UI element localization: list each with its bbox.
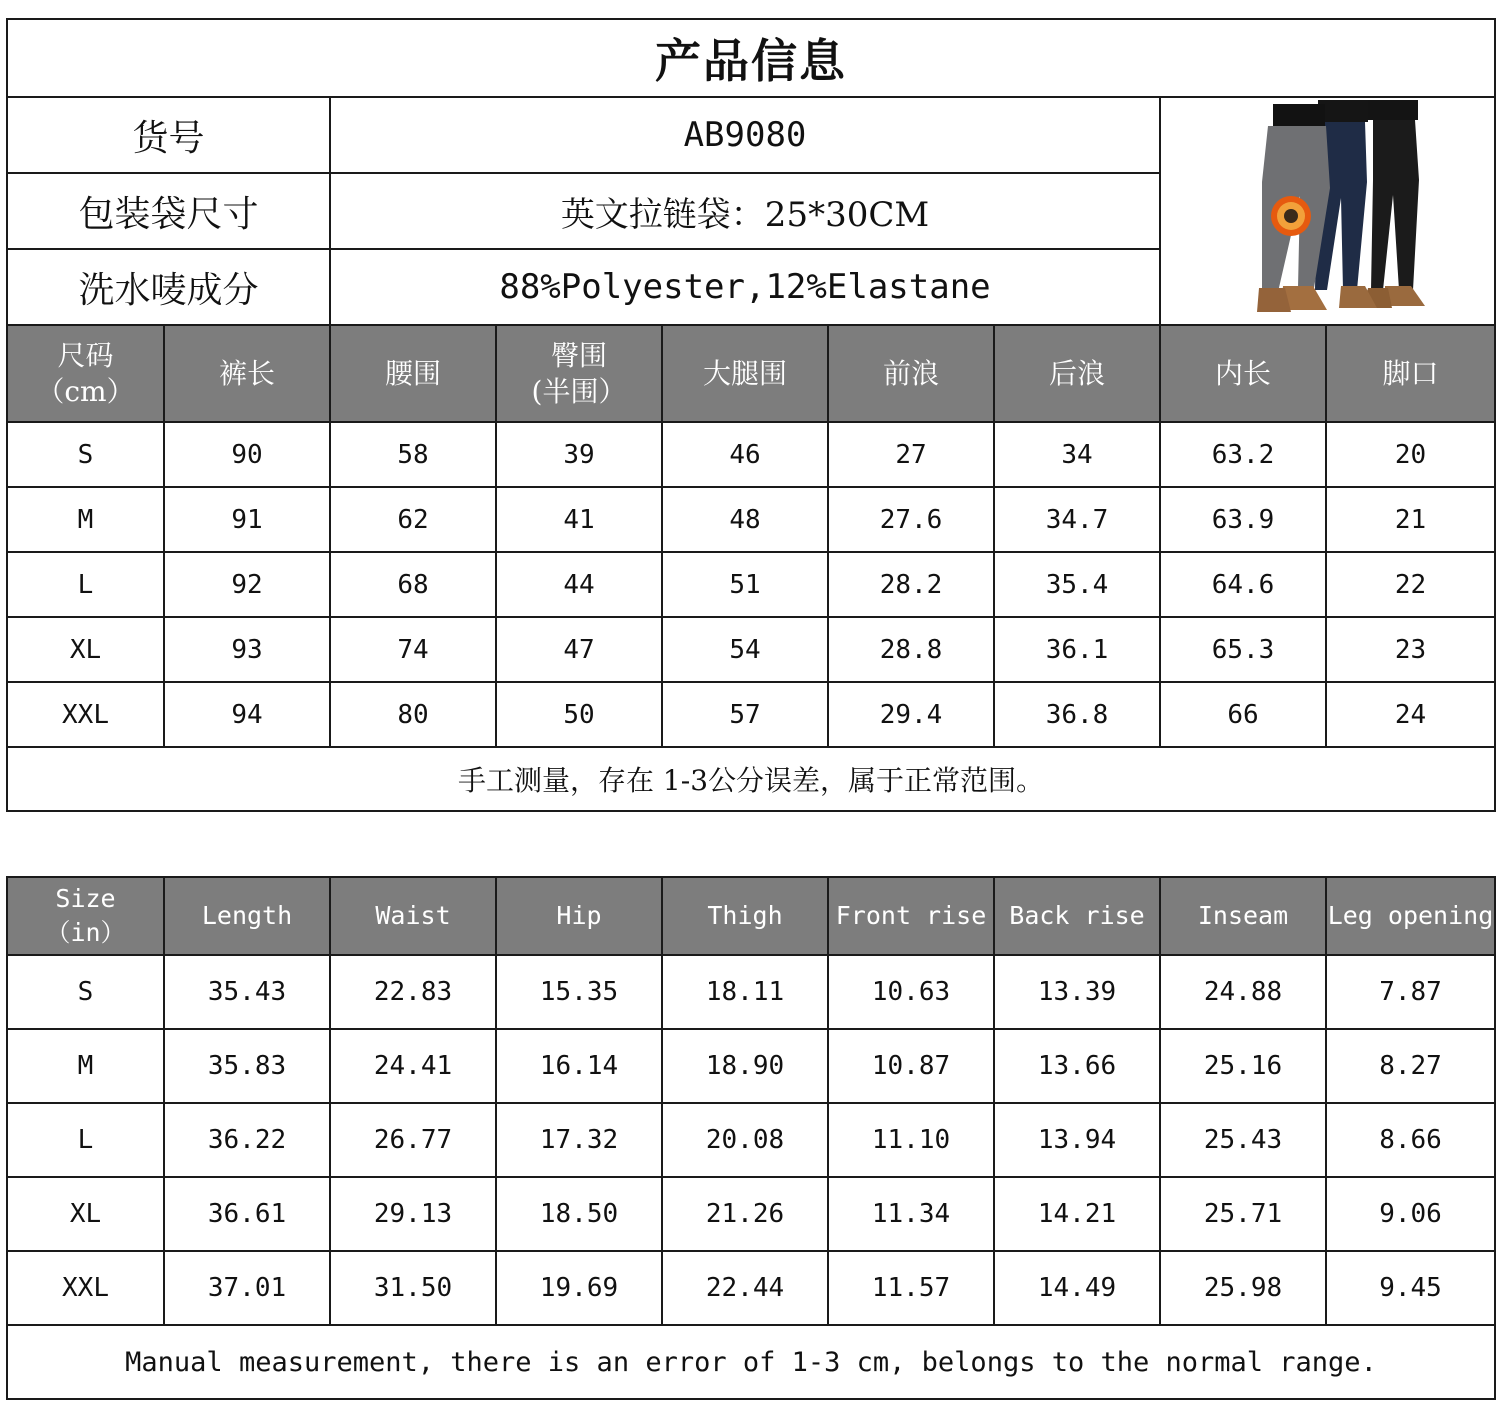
size-cell: XL bbox=[7, 1177, 164, 1251]
cm-header-thigh: 大腿围 bbox=[662, 325, 828, 422]
measurement-cell: 63.2 bbox=[1160, 422, 1326, 487]
measurement-cell: 24.88 bbox=[1160, 955, 1326, 1029]
measurement-cell: 28.8 bbox=[828, 617, 994, 682]
measurement-cell: 14.49 bbox=[994, 1251, 1160, 1325]
measurement-cell: 64.6 bbox=[1160, 552, 1326, 617]
measurement-cell: 29.13 bbox=[330, 1177, 496, 1251]
in-table-body bbox=[7, 955, 1495, 1325]
measurement-cell: 80 bbox=[330, 682, 496, 747]
measurement-cell: 34.7 bbox=[994, 487, 1160, 552]
measurement-cell: 39 bbox=[496, 422, 662, 487]
measurement-cell: 92 bbox=[164, 552, 330, 617]
product-photo bbox=[1160, 97, 1495, 325]
measurement-cell: 63.9 bbox=[1160, 487, 1326, 552]
in-header-row bbox=[7, 877, 1495, 955]
measurement-cell: 36.1 bbox=[994, 617, 1160, 682]
measurement-cell: 11.57 bbox=[828, 1251, 994, 1325]
measurement-cell: 23 bbox=[1326, 617, 1495, 682]
measurement-cell: 8.27 bbox=[1326, 1029, 1495, 1103]
measurement-cell: 14.21 bbox=[994, 1177, 1160, 1251]
measurement-cell: 18.50 bbox=[496, 1177, 662, 1251]
measurement-cell: 13.94 bbox=[994, 1103, 1160, 1177]
measurement-cell: 41 bbox=[496, 487, 662, 552]
in-header-inseam: Inseam bbox=[1160, 877, 1326, 955]
measurement-cell: 68 bbox=[330, 552, 496, 617]
item-no-label: 货号 bbox=[7, 97, 330, 173]
in-header-length: Length bbox=[164, 877, 330, 955]
table-row bbox=[7, 1029, 1495, 1103]
measurement-cell: 65.3 bbox=[1160, 617, 1326, 682]
measurement-cell: 25.71 bbox=[1160, 1177, 1326, 1251]
measurement-cell: 22.44 bbox=[662, 1251, 828, 1325]
measurement-cell: 21.26 bbox=[662, 1177, 828, 1251]
cm-header-row bbox=[7, 325, 1495, 422]
measurement-cell: 24.41 bbox=[330, 1029, 496, 1103]
cm-header-leg-opening: 脚口 bbox=[1326, 325, 1495, 422]
measurement-cell: 27.6 bbox=[828, 487, 994, 552]
measurement-cell: 16.14 bbox=[496, 1029, 662, 1103]
in-header-back-rise: Back rise bbox=[994, 877, 1160, 955]
table-row bbox=[7, 682, 1495, 747]
table-row bbox=[7, 1177, 1495, 1251]
measurement-cell: 36.8 bbox=[994, 682, 1160, 747]
measurement-cell: 66 bbox=[1160, 682, 1326, 747]
measurement-cell: 17.32 bbox=[496, 1103, 662, 1177]
measurement-cell: 13.66 bbox=[994, 1029, 1160, 1103]
table-row bbox=[7, 487, 1495, 552]
page-title: 产品信息 bbox=[7, 19, 1495, 97]
table-row bbox=[7, 617, 1495, 682]
measurement-cell: 19.69 bbox=[496, 1251, 662, 1325]
measurement-cell: 44 bbox=[496, 552, 662, 617]
measurement-cell: 9.45 bbox=[1326, 1251, 1495, 1325]
measurement-cell: 15.35 bbox=[496, 955, 662, 1029]
measurement-cell: 47 bbox=[496, 617, 662, 682]
measurement-cell: 22 bbox=[1326, 552, 1495, 617]
measurement-cell: 37.01 bbox=[164, 1251, 330, 1325]
in-header-hip: Hip bbox=[496, 877, 662, 955]
measurement-cell: 46 bbox=[662, 422, 828, 487]
wash-label: 洗水唛成分 bbox=[7, 249, 330, 325]
in-header-leg-opening: Leg opening bbox=[1326, 877, 1495, 955]
in-note: Manual measurement, there is an error of 1-3 cm, belongs to the normal range. bbox=[7, 1325, 1495, 1399]
measurement-cell: 25.98 bbox=[1160, 1251, 1326, 1325]
measurement-cell: 36.22 bbox=[164, 1103, 330, 1177]
measurement-cell: 22.83 bbox=[330, 955, 496, 1029]
measurement-cell: 10.87 bbox=[828, 1029, 994, 1103]
bag-size-label: 包装袋尺寸 bbox=[7, 173, 330, 249]
measurement-cell: 74 bbox=[330, 617, 496, 682]
size-cell: S bbox=[7, 422, 164, 487]
cm-table-body bbox=[7, 422, 1495, 747]
measurement-cell: 8.66 bbox=[1326, 1103, 1495, 1177]
cm-header-inseam: 内长 bbox=[1160, 325, 1326, 422]
measurement-cell: 34 bbox=[994, 422, 1160, 487]
item-no-value: AB9080 bbox=[330, 97, 1160, 173]
measurement-cell: 50 bbox=[496, 682, 662, 747]
in-header-front-rise: Front rise bbox=[828, 877, 994, 955]
table-row bbox=[7, 1103, 1495, 1177]
measurement-cell: 10.63 bbox=[828, 955, 994, 1029]
cm-header-size: 尺码 （cm） bbox=[7, 325, 164, 422]
cm-header-back-rise: 后浪 bbox=[994, 325, 1160, 422]
measurement-cell: 90 bbox=[164, 422, 330, 487]
measurement-cell: 18.90 bbox=[662, 1029, 828, 1103]
measurement-cell: 91 bbox=[164, 487, 330, 552]
size-cell: S bbox=[7, 955, 164, 1029]
table-row bbox=[7, 1251, 1495, 1325]
product-info-table bbox=[6, 18, 1496, 812]
size-cell: XXL bbox=[7, 1251, 164, 1325]
measurement-cell: 35.43 bbox=[164, 955, 330, 1029]
cm-header-hip: 臀围 (半围） bbox=[496, 325, 662, 422]
measurement-cell: 54 bbox=[662, 617, 828, 682]
cm-note: 手工测量，存在 1-3公分误差，属于正常范围。 bbox=[7, 747, 1495, 811]
in-header-thigh: Thigh bbox=[662, 877, 828, 955]
measurement-cell: 29.4 bbox=[828, 682, 994, 747]
measurement-cell: 36.61 bbox=[164, 1177, 330, 1251]
size-cell: L bbox=[7, 1103, 164, 1177]
size-cell: XXL bbox=[7, 682, 164, 747]
size-cell: M bbox=[7, 487, 164, 552]
measurement-cell: 62 bbox=[330, 487, 496, 552]
table-row bbox=[7, 422, 1495, 487]
inch-size-table bbox=[6, 876, 1496, 1400]
measurement-cell: 18.11 bbox=[662, 955, 828, 1029]
cm-header-front-rise: 前浪 bbox=[828, 325, 994, 422]
measurement-cell: 26.77 bbox=[330, 1103, 496, 1177]
measurement-cell: 48 bbox=[662, 487, 828, 552]
table-row bbox=[7, 955, 1495, 1029]
measurement-cell: 11.10 bbox=[828, 1103, 994, 1177]
measurement-cell: 11.34 bbox=[828, 1177, 994, 1251]
measurement-cell: 51 bbox=[662, 552, 828, 617]
table-row bbox=[7, 552, 1495, 617]
wash-value: 88%Polyester,12%Elastane bbox=[330, 249, 1160, 325]
size-chart-sheet bbox=[6, 18, 1494, 812]
size-cell: L bbox=[7, 552, 164, 617]
measurement-cell: 94 bbox=[164, 682, 330, 747]
size-cell: M bbox=[7, 1029, 164, 1103]
measurement-cell: 28.2 bbox=[828, 552, 994, 617]
in-header-waist: Waist bbox=[330, 877, 496, 955]
measurement-cell: 7.87 bbox=[1326, 955, 1495, 1029]
measurement-cell: 9.06 bbox=[1326, 1177, 1495, 1251]
cm-header-waist: 腰围 bbox=[330, 325, 496, 422]
size-cell: XL bbox=[7, 617, 164, 682]
measurement-cell: 31.50 bbox=[330, 1251, 496, 1325]
measurement-cell: 27 bbox=[828, 422, 994, 487]
measurement-cell: 20.08 bbox=[662, 1103, 828, 1177]
measurement-cell: 25.16 bbox=[1160, 1029, 1326, 1103]
measurement-cell: 24 bbox=[1326, 682, 1495, 747]
measurement-cell: 21 bbox=[1326, 487, 1495, 552]
cm-header-length: 裤长 bbox=[164, 325, 330, 422]
measurement-cell: 35.83 bbox=[164, 1029, 330, 1103]
measurement-cell: 57 bbox=[662, 682, 828, 747]
measurement-cell: 58 bbox=[330, 422, 496, 487]
measurement-cell: 20 bbox=[1326, 422, 1495, 487]
bag-size-value: 英文拉链袋：25*30CM bbox=[330, 173, 1160, 249]
measurement-cell: 13.39 bbox=[994, 955, 1160, 1029]
measurement-cell: 93 bbox=[164, 617, 330, 682]
leggings-product-image bbox=[1163, 98, 1493, 320]
in-header-size: Size （in） bbox=[7, 877, 164, 955]
measurement-cell: 25.43 bbox=[1160, 1103, 1326, 1177]
measurement-cell: 35.4 bbox=[994, 552, 1160, 617]
